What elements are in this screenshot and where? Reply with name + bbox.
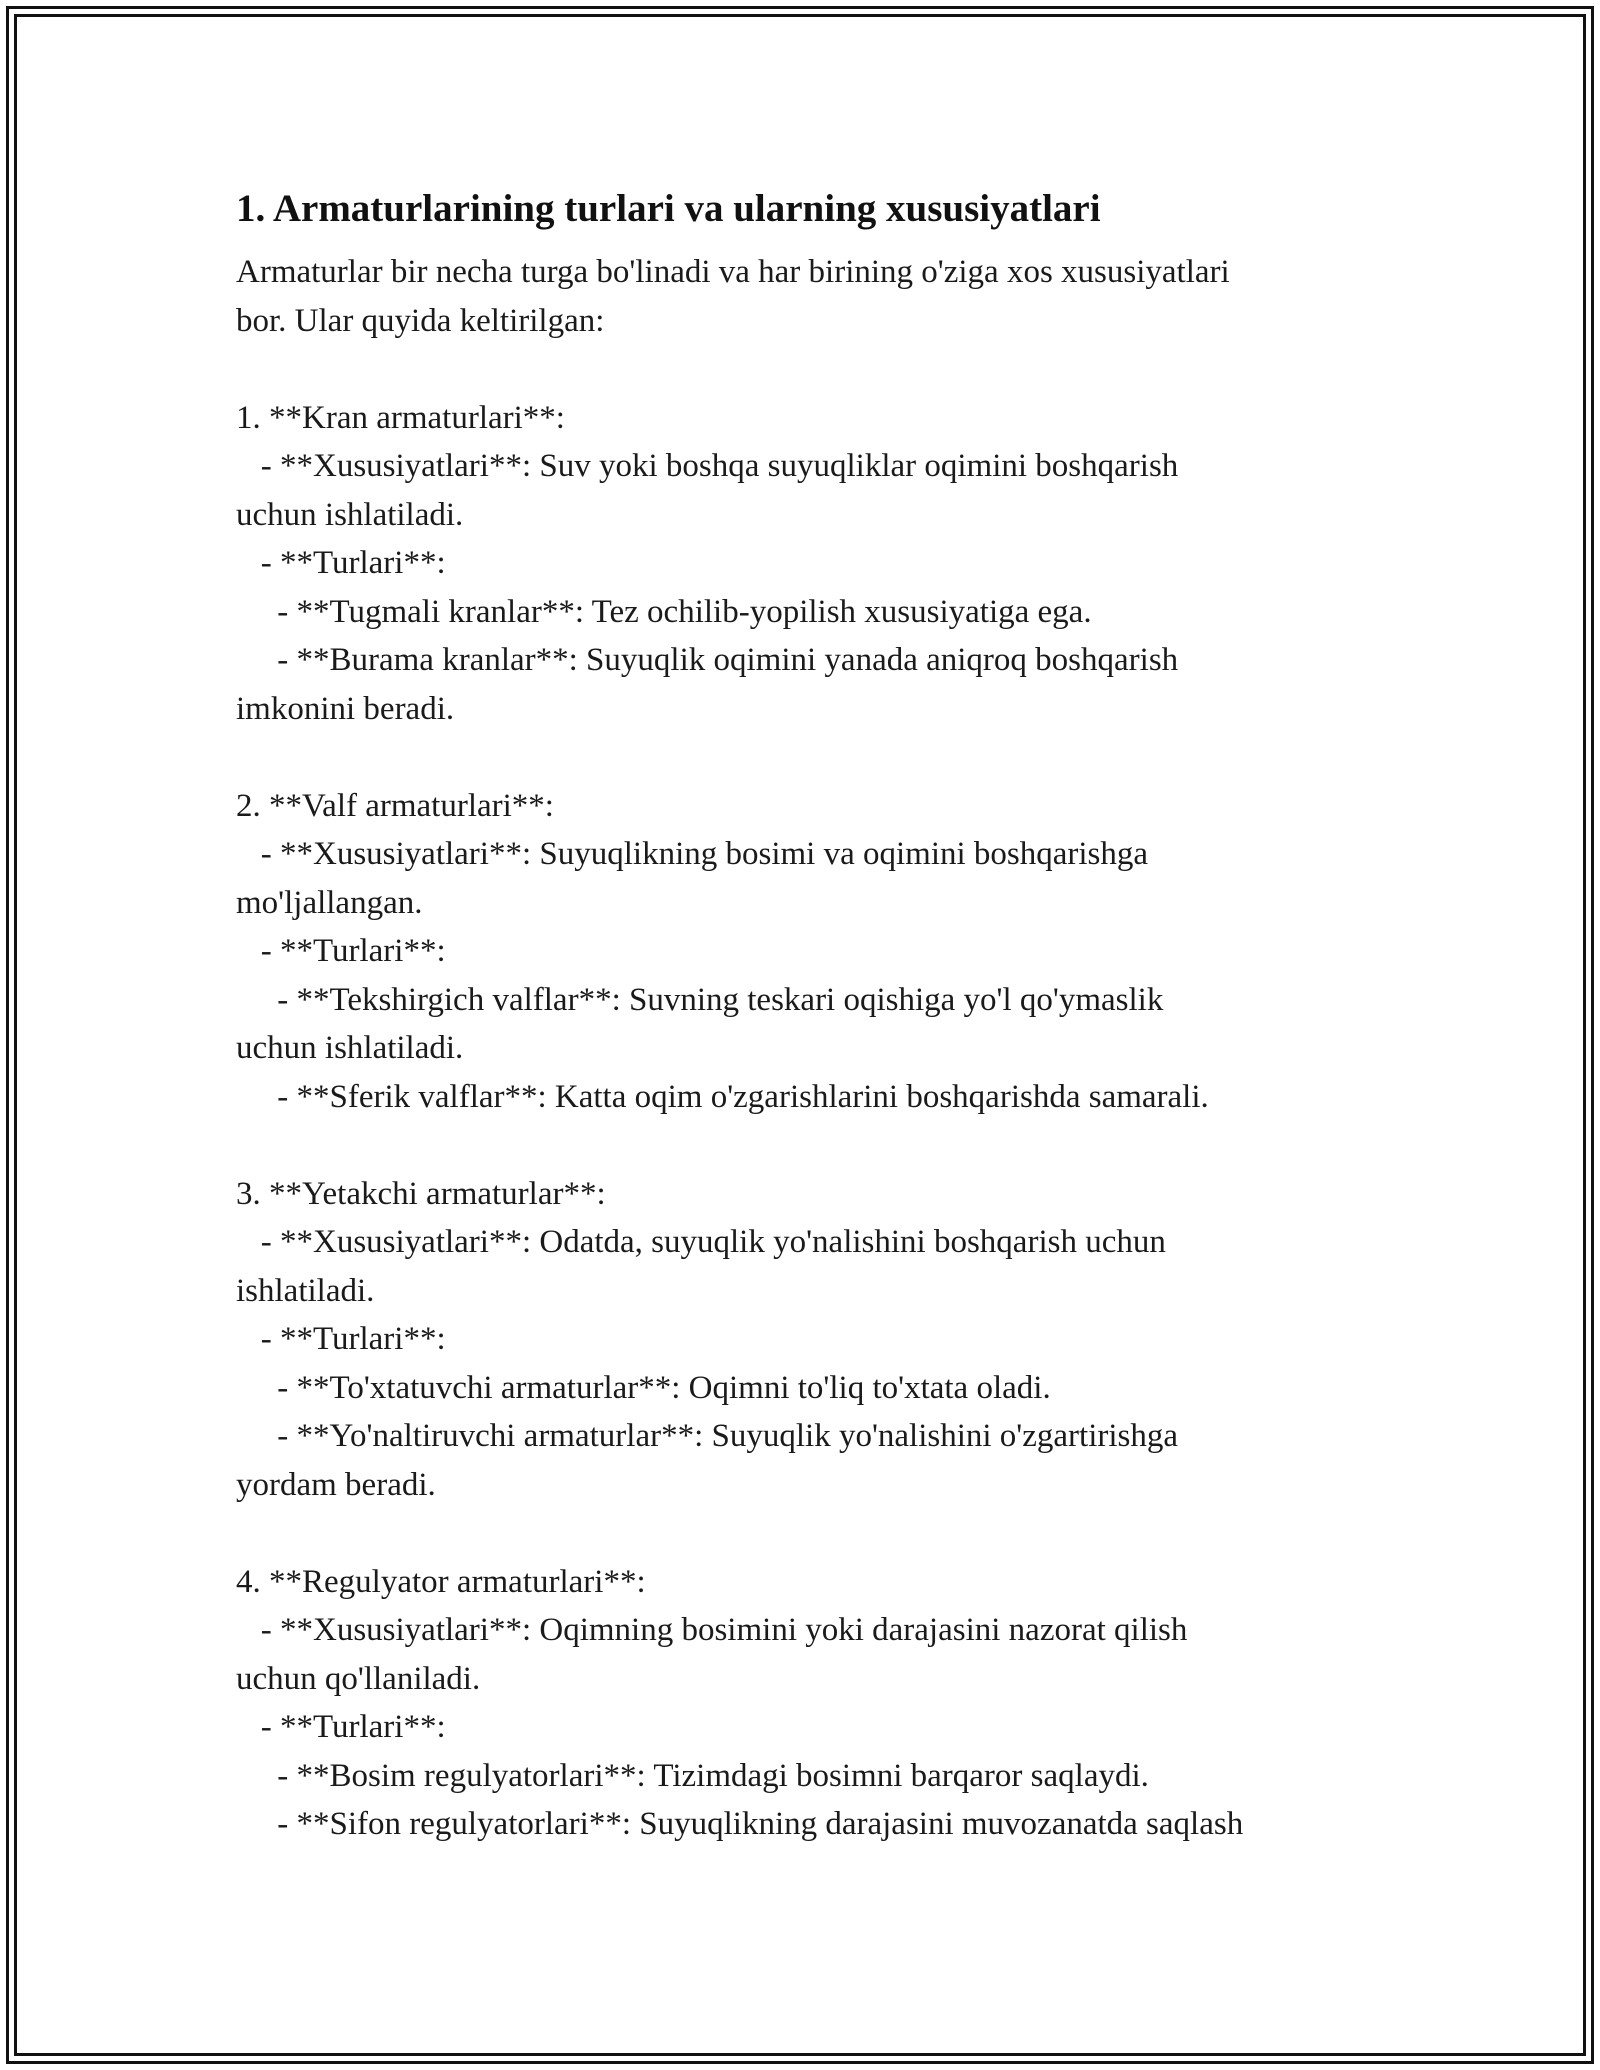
section-valf: 2. **Valf armaturlari**: - **Xususiyatlari**: Suyuqlikning bosimi va oqimini boshqarishga mo'ljallangan. - **Turlari**: - **Tekshirgich valflar**: Suvning teskari oqishiga yo'l qo'ymaslik uchun ishlatiladi. - **Sferik valflar**: Katta oqim o'zgarishlarini boshqarishda samarali. xyxy=(236,787,1209,1115)
document-body xyxy=(236,182,1416,1849)
section-regulyator: 4. **Regulyator armaturlari**: - **Xususiyatlari**: Oqimning bosimini yoki darajasini nazorat qilish uchun qo'llaniladi. - **Turlari**: - **Bosim regulyatorlari**: Tizimdagi bosimni barqaror saqlaydi. - **Sifon regulyatorlari**: Suyuqlikning darajasini muvozanatda saqlash xyxy=(236,1563,1244,1842)
page-title: 1. Armaturlarining turlari va ularning xususiyatlari xyxy=(236,187,1101,230)
section-yetakchi: 3. **Yetakchi armaturlar**: - **Xususiyatlari**: Odatda, suyuqlik yo'nalishini boshqarish uchun ishlatiladi. - **Turlari**: - **To'xtatuvchi armaturlar**: Oqimni to'liq to'xtata oladi. - **Yo'naltiruvchi armaturlar**: Suyuqlik yo'nalishini o'zgartirishga yordam beradi. xyxy=(236,1175,1179,1503)
spacer xyxy=(236,1121,1416,1170)
spacer xyxy=(236,345,1416,394)
spacer xyxy=(236,1509,1416,1558)
spacer xyxy=(236,733,1416,782)
intro-paragraph: Armaturlar bir necha turga bo'linadi va har birining o'ziga xos xususiyatlari bor. Ular quyida keltirilgan: xyxy=(236,254,1230,339)
section-kran: 1. **Kran armaturlari**: - **Xususiyatlari**: Suv yoki boshqa suyuqliklar oqimini boshqarish uchun ishlatiladi. - **Turlari**: - **Tugmali kranlar**: Tez ochilib-yopilish xususiyatiga ega. - **Burama kranlar**: Suyuqlik oqimini yanada aniqroq boshqarish imkonini beradi. xyxy=(236,399,1179,727)
